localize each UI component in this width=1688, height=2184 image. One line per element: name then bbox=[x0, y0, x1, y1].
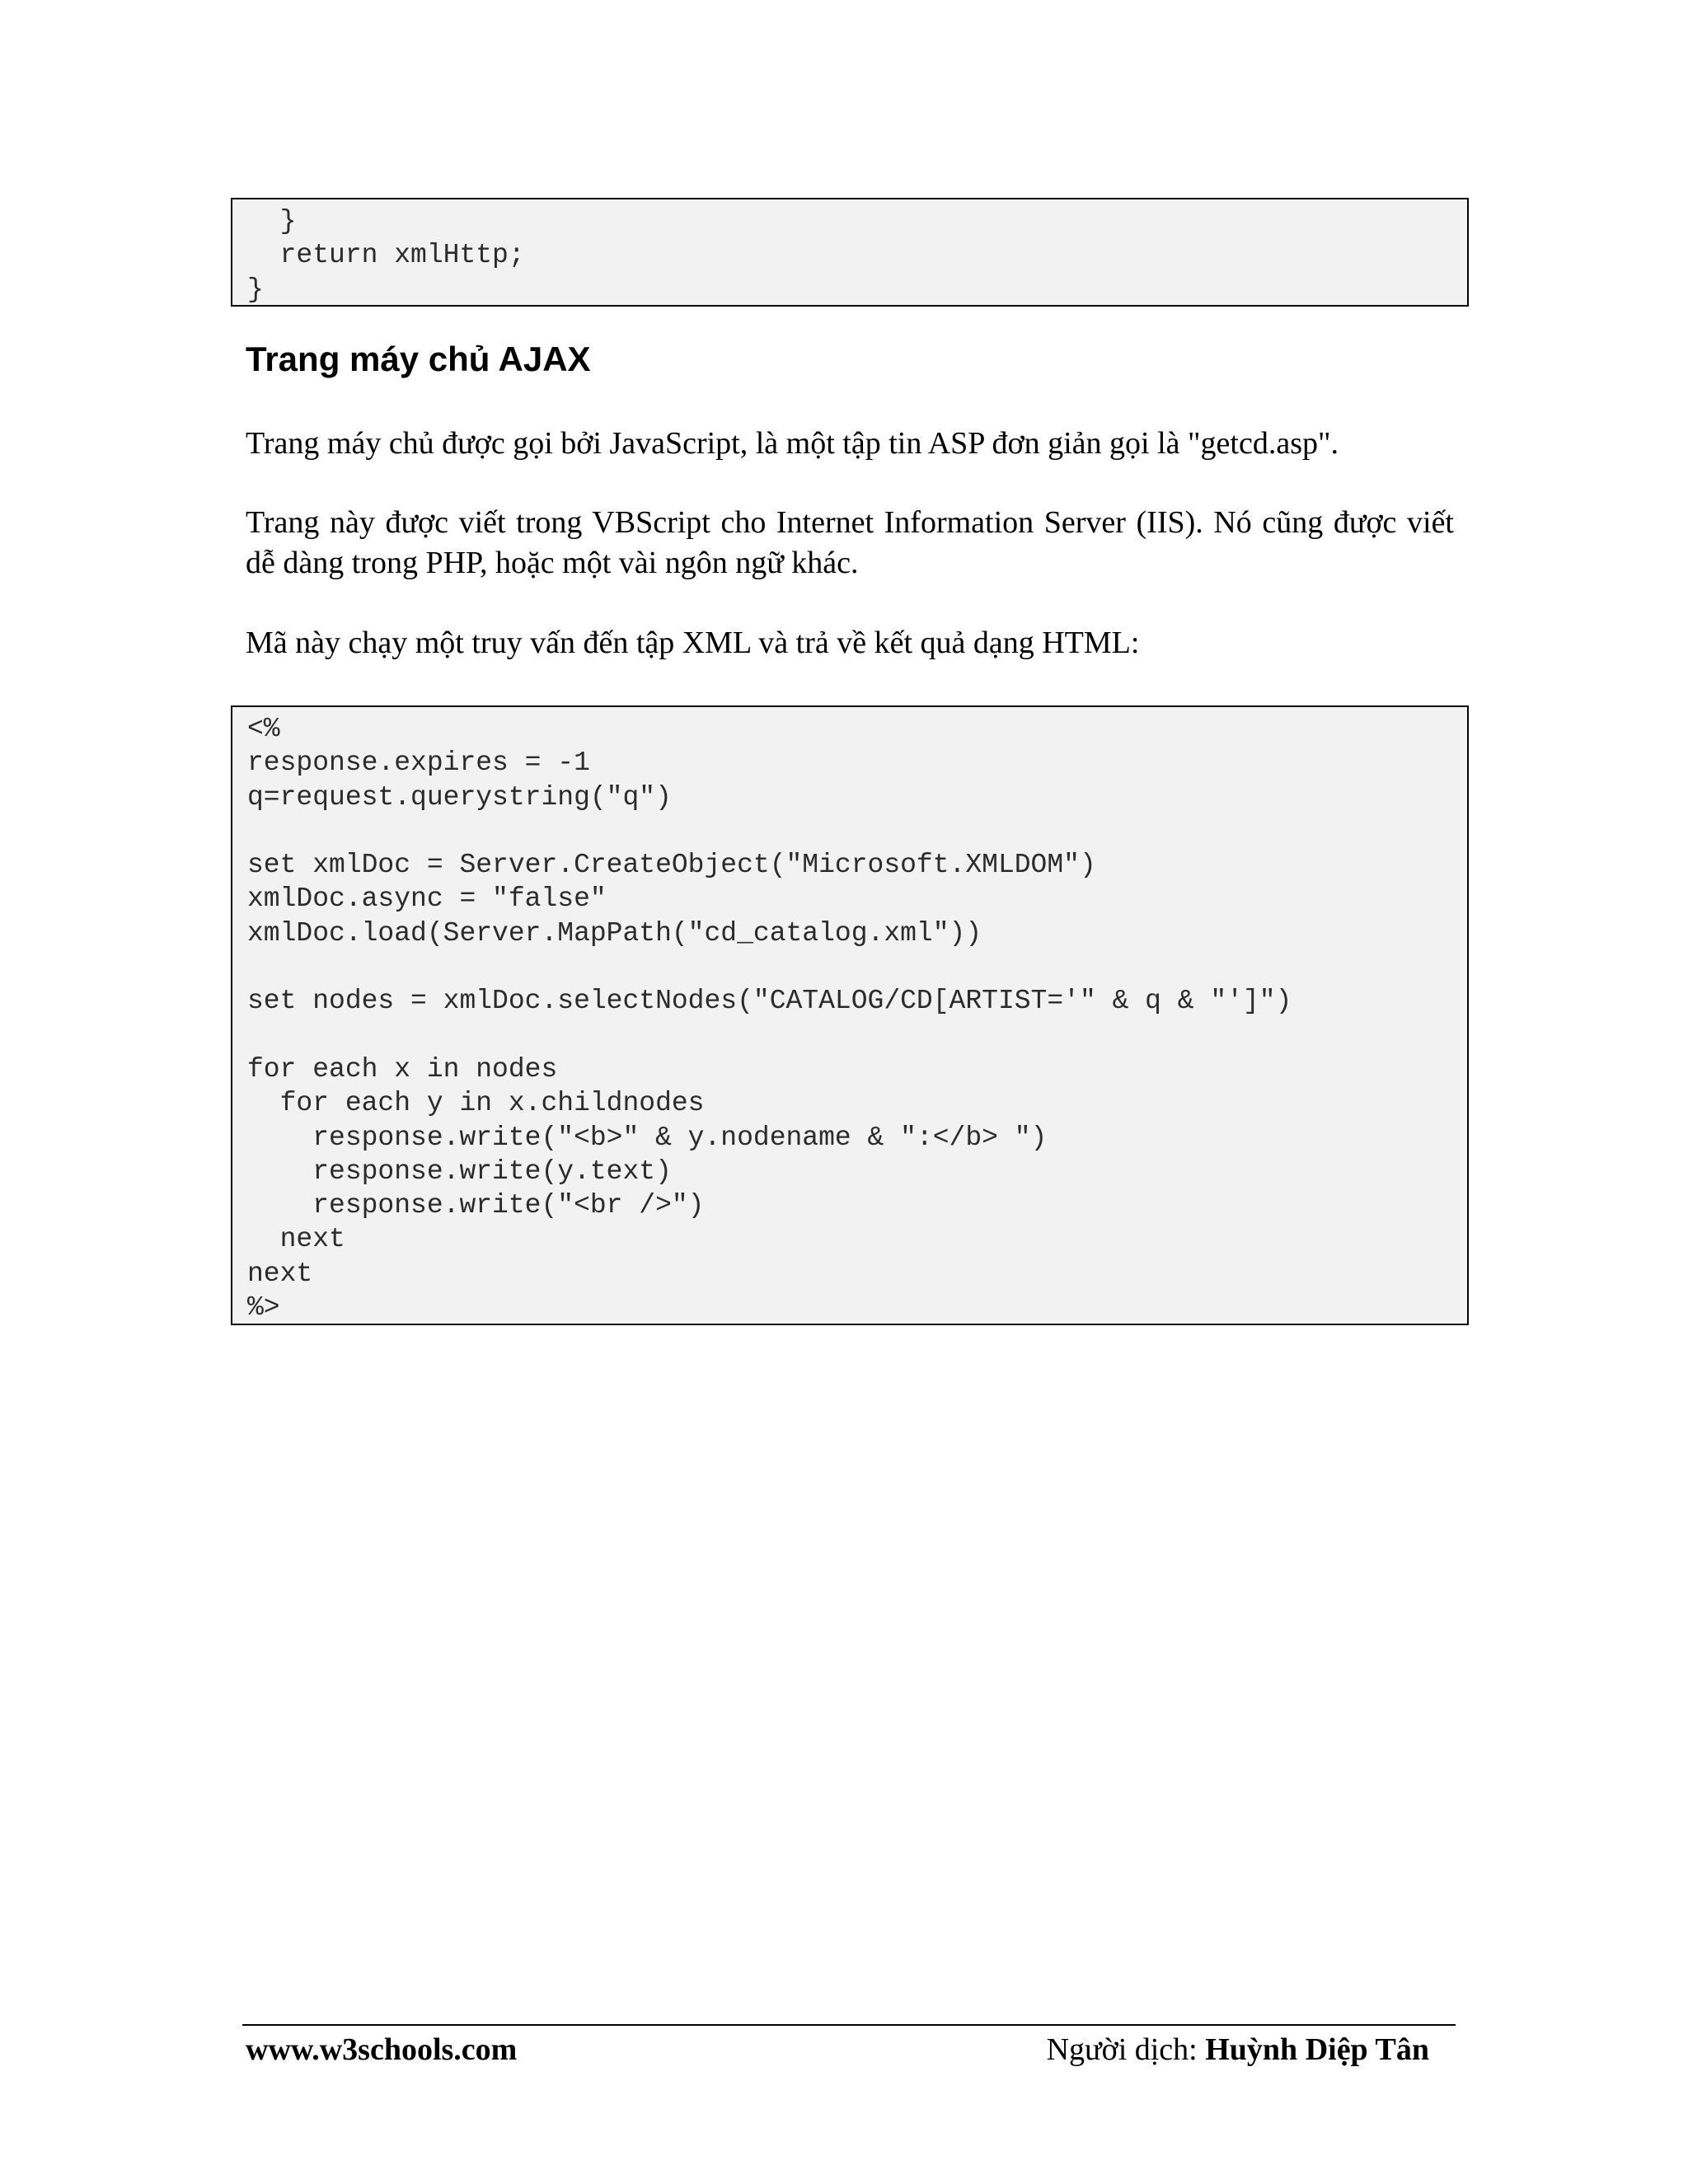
code-block-top bbox=[231, 198, 1469, 307]
footer-translator bbox=[1047, 2029, 1429, 2070]
paragraph: Trang máy chủ được gọi bởi JavaScript, là một tập tin ASP đơn giản gọi là "getcd.asp". bbox=[246, 426, 1339, 461]
code-text: } return xmlHttp; } bbox=[247, 206, 525, 305]
code-text: <% response.expires = -1 q=request.querystring("q") set xmlDoc = Server.CreateObject("Microsoft.XMLDOM") xmlDoc.async = "false" xmlDoc.load(Server.MapPath("cd_catalog.xml")) set nodes = xmlDoc.selectNodes("CATALOG/CD[ARTIST='" & q & "']") for each x in nodes for each y in x.childnodes response.write("<b>" & y.nodename & ":</b> ") response.write(y.text) response.write("<br />") next next %> bbox=[247, 714, 1292, 1324]
paragraph: Mã này chạy một truy vấn đến tập XML và trả về kết quả dạng HTML: bbox=[246, 626, 1140, 660]
footer-website: www.w3schools.com bbox=[246, 2032, 518, 2067]
footer-divider bbox=[242, 2024, 1456, 2026]
translator-name: Huỳnh Diệp Tân bbox=[1205, 2032, 1429, 2067]
section-heading: Trang máy chủ AJAX bbox=[246, 340, 591, 378]
paragraph: Trang này được viết trong VBScript cho Internet Information Server (IIS). Nó cũng được viết dễ dàng trong PHP, hoặc một vài ngôn ngữ khác. bbox=[246, 505, 1454, 580]
translator-label: Người dịch: bbox=[1046, 2032, 1206, 2067]
code-block-main bbox=[231, 705, 1469, 1325]
